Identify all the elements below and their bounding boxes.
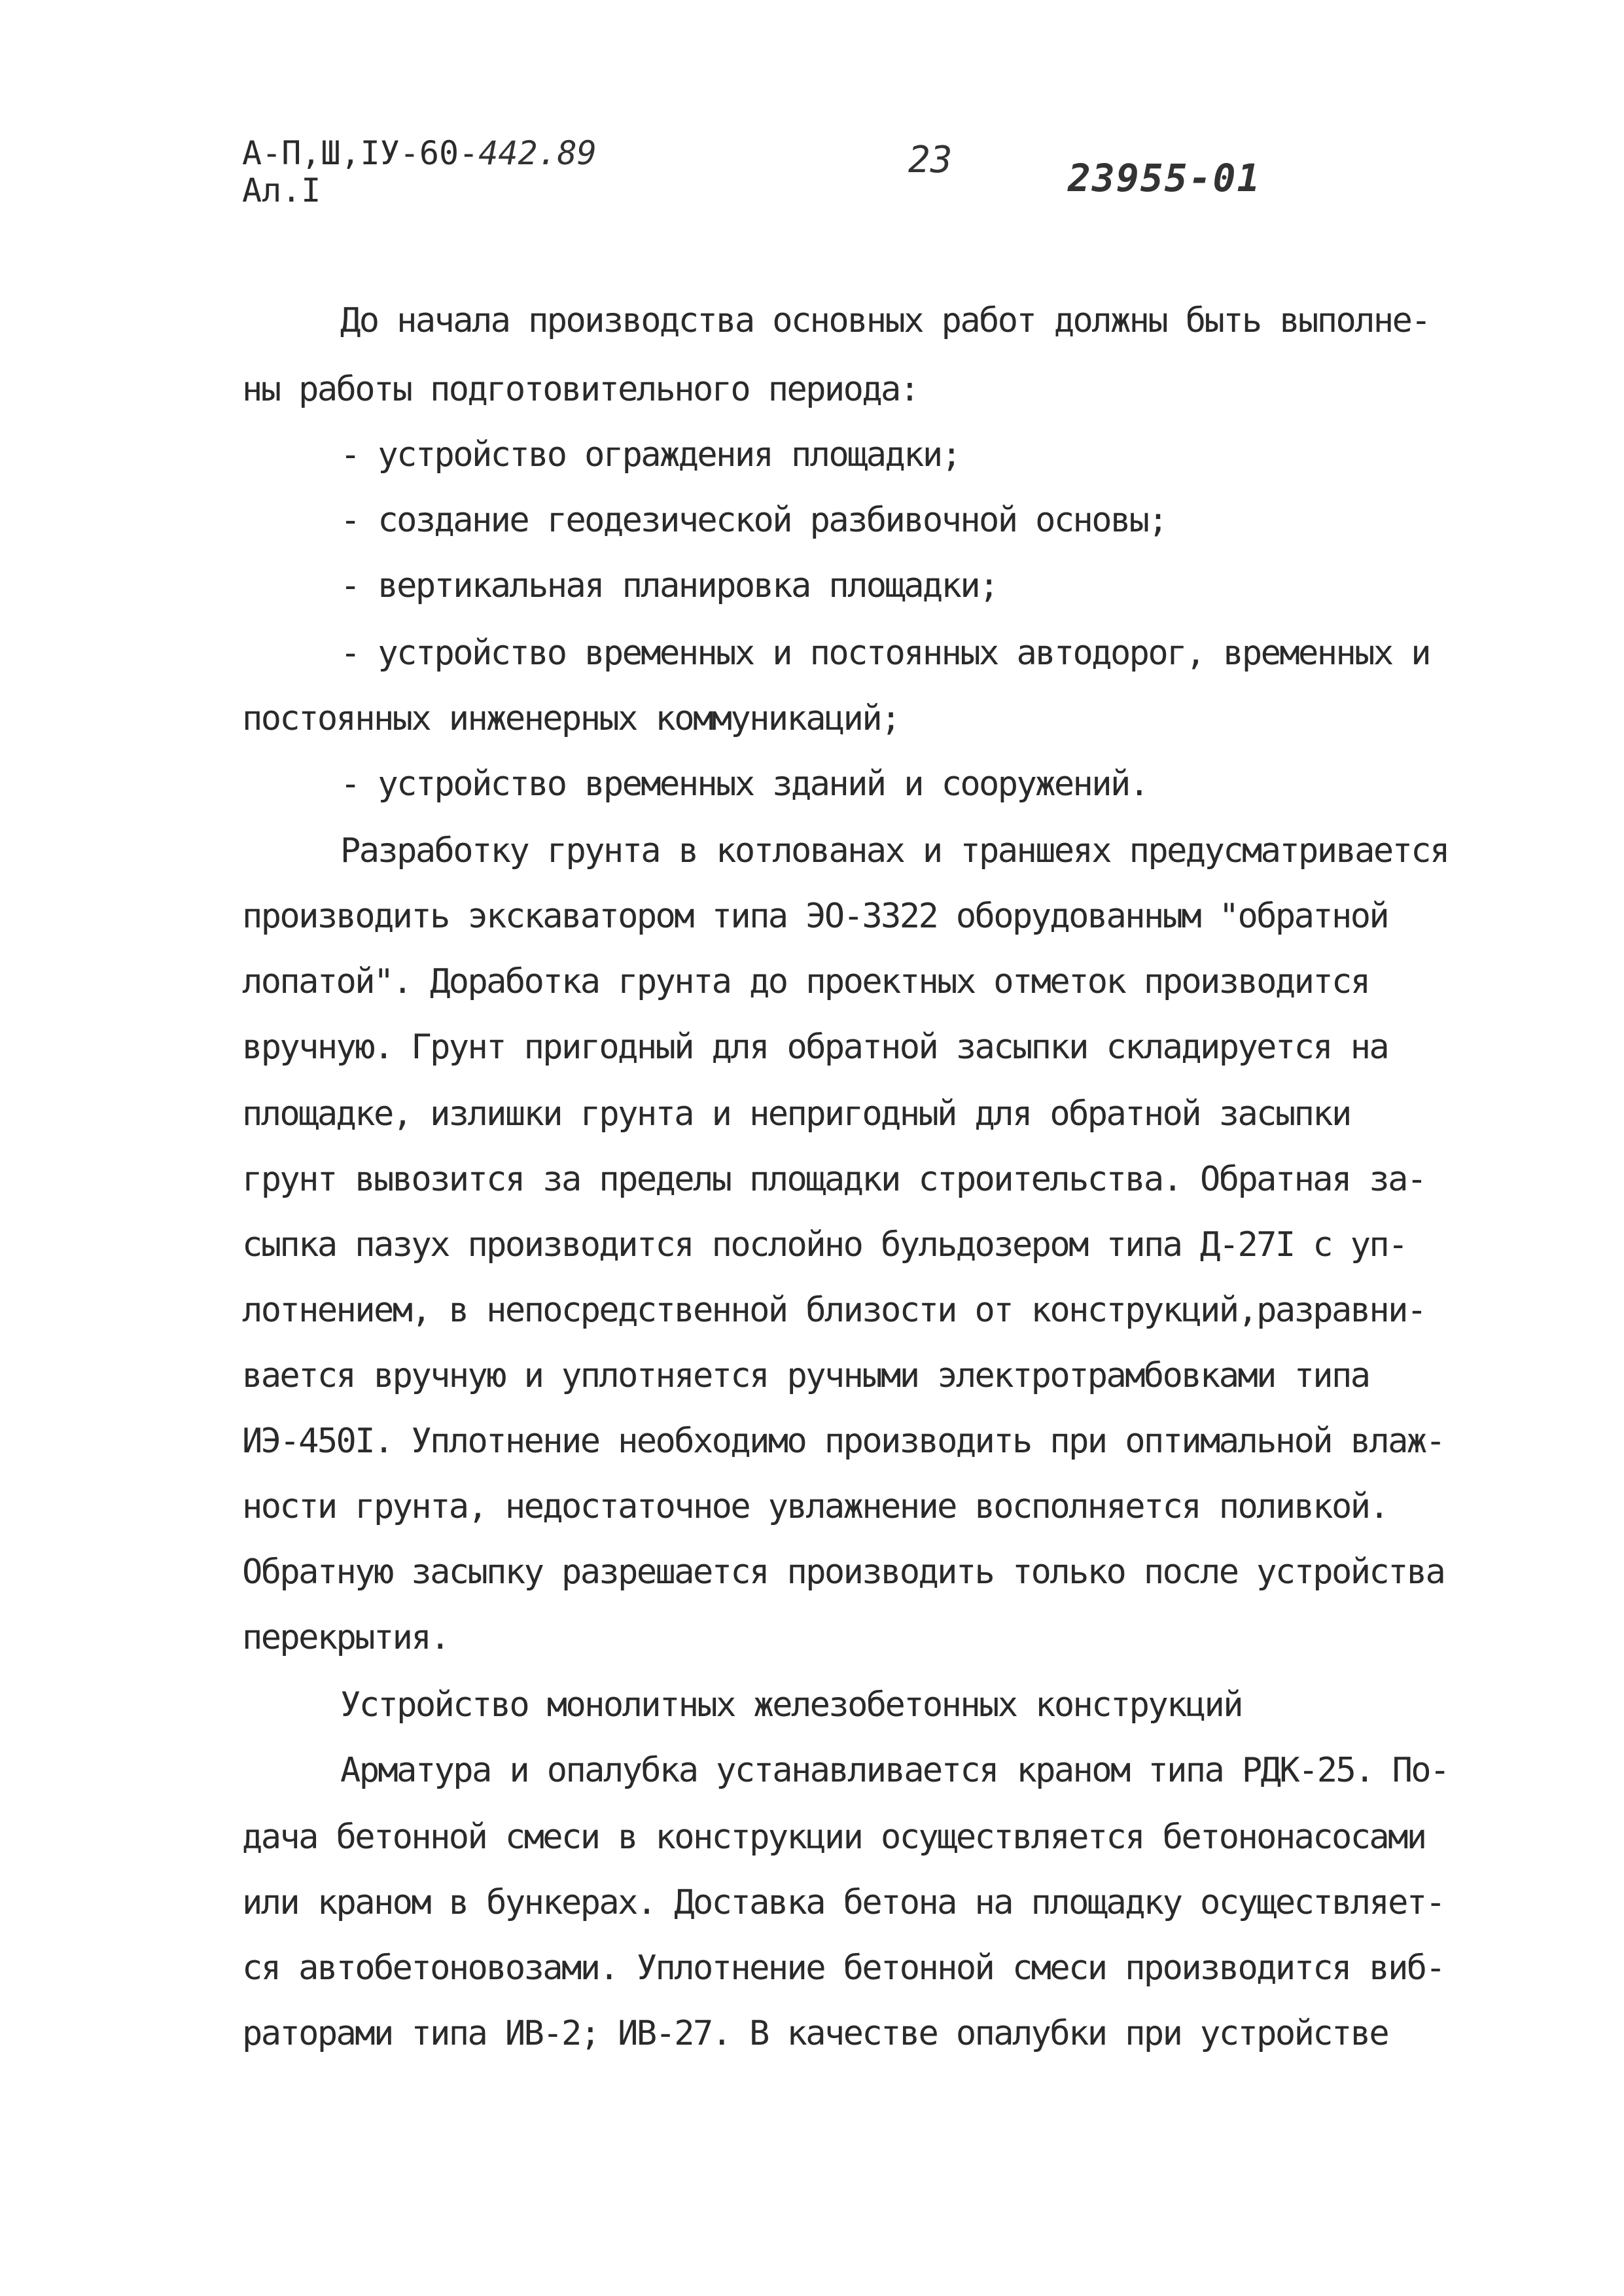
text-line: лопатой". Доработка грунта до проектных отметок производится [242,962,1369,1001]
text-line: ности грунта, недостаточное увлажнение восполняется поливкой. [242,1487,1388,1526]
text-line: площадке, излишки грунта и непригодный для обратной засыпки [242,1094,1350,1134]
text-line: ИЭ-450I. Уплотнение необходимо производить при оптимальной влаж- [242,1422,1445,1461]
text-line: - устройство временных и постоянных автодорог, временных и [340,634,1430,673]
sheet-label: Ал.I [242,171,321,209]
section-heading: Устройство монолитных железобетонных конструкций [340,1685,1242,1725]
text-line: лотнением, в непосредственной близости от конструкций,разравни- [242,1291,1426,1330]
text-line: производить экскаватором типа ЭО-3322 оборудованным "обратной [242,897,1388,936]
text-line: До начала производства основных работ должны быть выполне- [340,301,1430,340]
text-line: дача бетонной смеси в конструкции осуществляется бетононасосами [242,1818,1426,1857]
text-line: - устройство ограждения площадки; [340,435,961,475]
document-code-handwritten: 442.89 [478,134,597,172]
text-line: перекрытия. [242,1618,449,1657]
text-line: Арматура и опалубка устанавливается краном типа РДК-25. По- [340,1751,1449,1790]
text-line: вручную. Грунт пригодный для обратной засыпки складируется на [242,1028,1388,1067]
text-line: раторами типа ИВ-2; ИВ-27. В качестве опалубки при устройстве [242,2014,1388,2053]
page-number: 23 [908,139,953,181]
text-line: Обратную засыпку разрешается производить только после устройства [242,1552,1445,1592]
text-line: Разработку грунта в котлованах и траншеях предусматривается [340,831,1449,870]
text-line: ны работы подготовительного периода: [242,370,919,409]
text-line: вается вручную и уплотняется ручными электротрамбовками типа [242,1356,1369,1395]
text-line: постоянных инженерных коммуникаций; [242,699,900,738]
text-line: сыпка пазух производится послойно бульдозером типа Д-27I с уп- [242,1225,1407,1265]
document-code-typed: А-П,Ш,IУ-60- [242,134,479,172]
text-line: - устройство временных зданий и сооружений. [340,764,1148,804]
text-line: ся автобетоновозами. Уплотнение бетонной смеси производится виб- [242,1948,1445,1988]
document-code [242,134,597,172]
text-line: или краном в бункерах. Доставка бетона на площадку осуществляет- [242,1883,1445,1922]
text-line: - вертикальная планировка площадки; [340,566,998,605]
text-line: грунт вывозится за пределы площадки строительства. Обратная за- [242,1160,1426,1199]
inventory-stamp: 23955-01 [1068,156,1262,200]
text-line: - создание геодезической разбивочной основы; [340,501,1167,540]
